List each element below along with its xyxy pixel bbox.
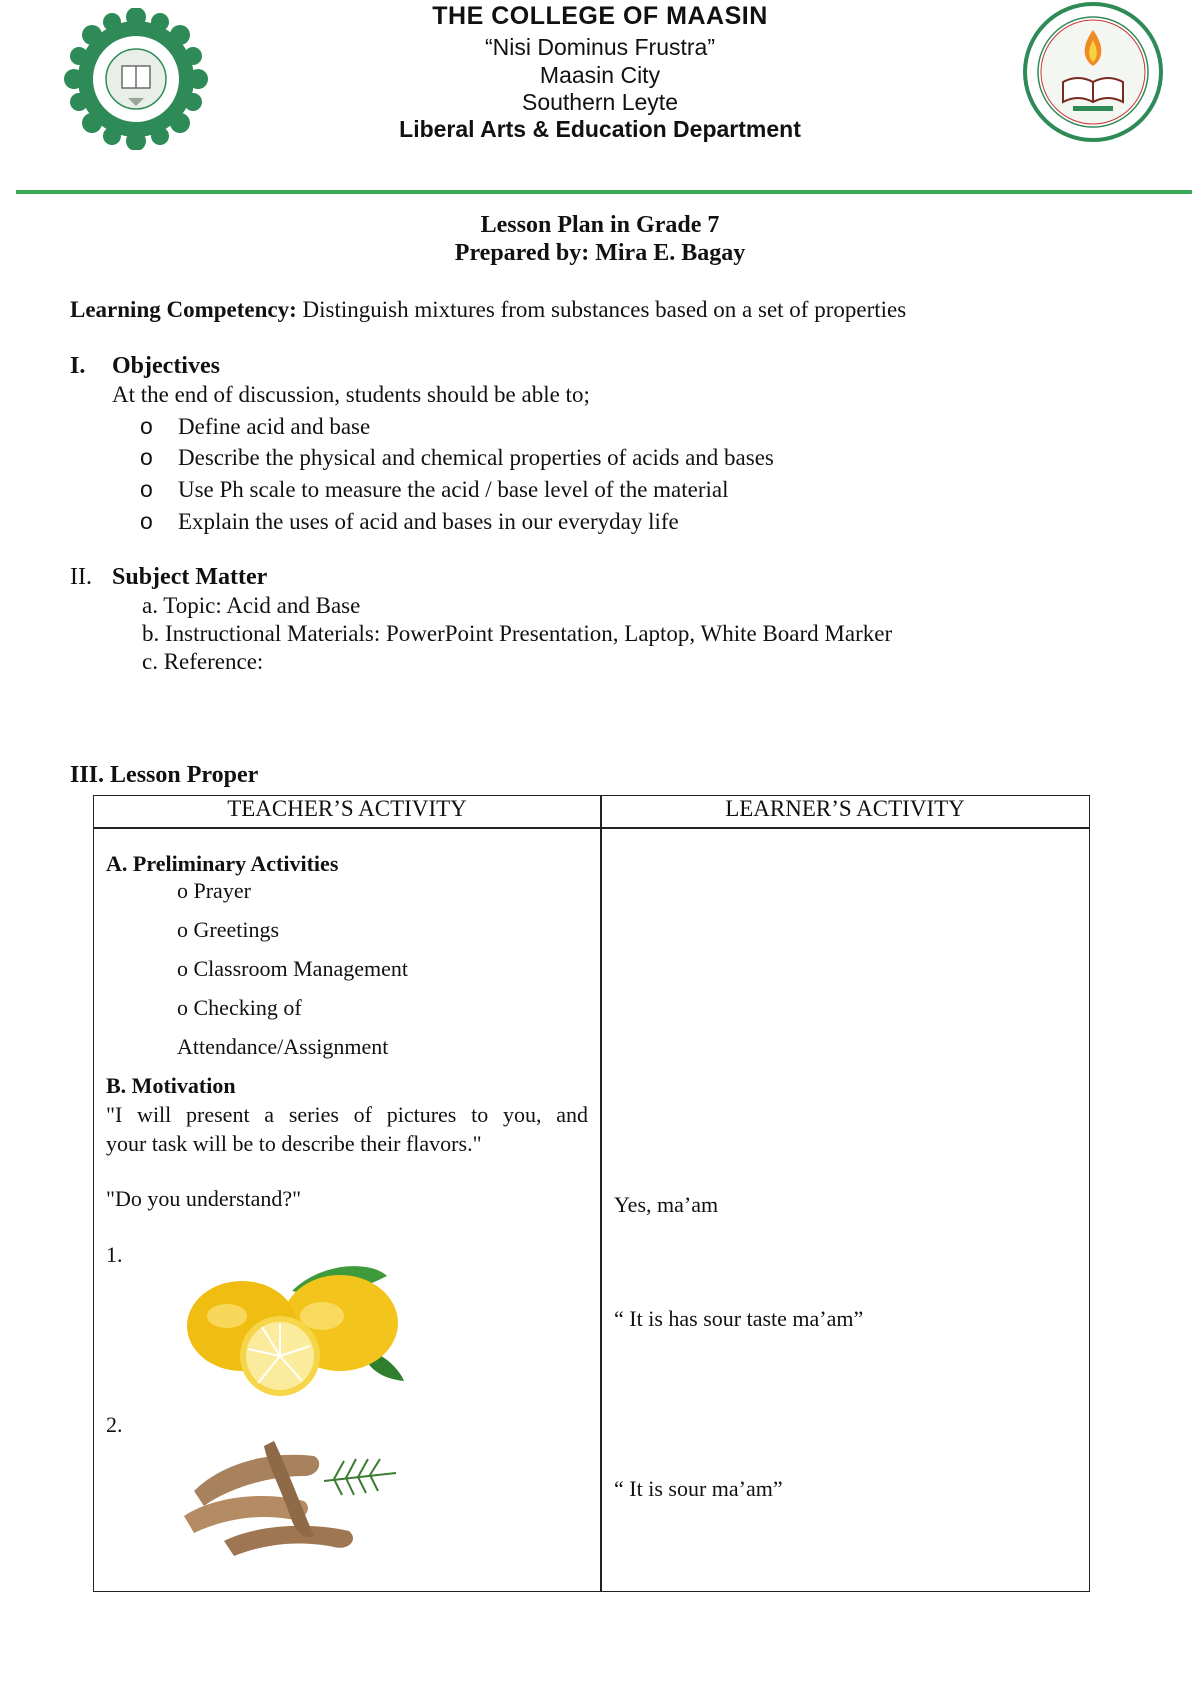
list-item: o Describe the physical and chemical properties of acids and bases bbox=[140, 444, 774, 470]
list-item: o Define acid and base bbox=[140, 413, 371, 439]
objectives-intro: At the end of discussion, students should be able to; bbox=[112, 382, 590, 407]
bullet-icon: o bbox=[140, 476, 153, 502]
teacher-activity-header: TEACHER’S ACTIVITY bbox=[227, 796, 467, 821]
learner-answer: “ It is sour ma’am” bbox=[614, 1476, 783, 1501]
preliminary-heading: A. Preliminary Activities bbox=[106, 851, 339, 876]
header-row-divider bbox=[94, 827, 1089, 829]
picture-number: 1. bbox=[106, 1242, 123, 1267]
section-title: Lesson Proper bbox=[110, 762, 259, 788]
motivation-question: "Do you understand?" bbox=[106, 1186, 302, 1211]
list-item: o Checking of bbox=[177, 995, 302, 1020]
section-title: Subject Matter bbox=[112, 564, 268, 590]
competency-text: Distinguish mixtures from substances based on a set of properties bbox=[302, 297, 907, 322]
college-seal-logo bbox=[62, 8, 210, 150]
list-item: o Classroom Management bbox=[177, 956, 408, 981]
college-motto: “Nisi Dominus Frustra” bbox=[484, 34, 716, 60]
motivation-heading: B. Motivation bbox=[106, 1073, 236, 1098]
document-header bbox=[0, 0, 1200, 200]
college-province: Southern Leyte bbox=[521, 89, 678, 115]
objectives-heading bbox=[70, 353, 220, 380]
lemon-image bbox=[172, 1261, 422, 1399]
lesson-proper-heading bbox=[70, 762, 258, 789]
list-item: o Use Ph scale to measure the acid / base level of the material bbox=[140, 476, 729, 502]
learner-activity-header: LEARNER’S ACTIVITY bbox=[725, 796, 965, 821]
college-city: Maasin City bbox=[539, 62, 661, 88]
department-name: Liberal Arts & Education Department bbox=[399, 116, 801, 142]
header-divider bbox=[16, 190, 1192, 194]
motivation-line: your task will be to describe their flavors." bbox=[106, 1131, 482, 1156]
subject-matter-heading bbox=[70, 564, 267, 591]
tamarind-image bbox=[164, 1421, 414, 1561]
subject-topic: a. Topic: Acid and Base bbox=[142, 593, 361, 618]
list-item: Attendance/Assignment bbox=[177, 1034, 389, 1059]
lesson-activity-table bbox=[93, 795, 1090, 1592]
learning-competency bbox=[70, 297, 906, 323]
column-divider bbox=[600, 796, 602, 1591]
prepared-by: Prepared by: Mira E. Bagay bbox=[454, 240, 746, 266]
section-number: III. bbox=[70, 762, 105, 788]
learner-answer: Yes, ma’am bbox=[614, 1192, 719, 1217]
section-number: II. bbox=[70, 564, 92, 590]
bullet-icon: o bbox=[140, 413, 153, 439]
bullet-icon: o bbox=[140, 444, 153, 470]
subject-materials: b. Instructional Materials: PowerPoint Presentation, Laptop, White Board Marker bbox=[142, 621, 893, 646]
motivation-line: "I will present a series of pictures to you, and bbox=[106, 1102, 588, 1127]
picture-number: 2. bbox=[106, 1412, 123, 1437]
competency-label: Learning Competency: bbox=[70, 297, 297, 322]
learner-answer: “ It is has sour taste ma’am” bbox=[614, 1306, 864, 1331]
section-number: I. bbox=[70, 353, 86, 379]
department-seal-logo bbox=[1018, 0, 1168, 150]
lesson-plan-title: Lesson Plan in Grade 7 bbox=[480, 212, 720, 238]
list-item: o Prayer bbox=[177, 878, 251, 903]
college-name: THE COLLEGE OF MAASIN bbox=[432, 2, 768, 30]
list-item: o Greetings bbox=[177, 917, 280, 942]
subject-reference: c. Reference: bbox=[142, 649, 264, 674]
list-item: o Explain the uses of acid and bases in our everyday life bbox=[140, 508, 679, 534]
section-title: Objectives bbox=[112, 353, 220, 379]
bullet-icon: o bbox=[140, 508, 153, 534]
